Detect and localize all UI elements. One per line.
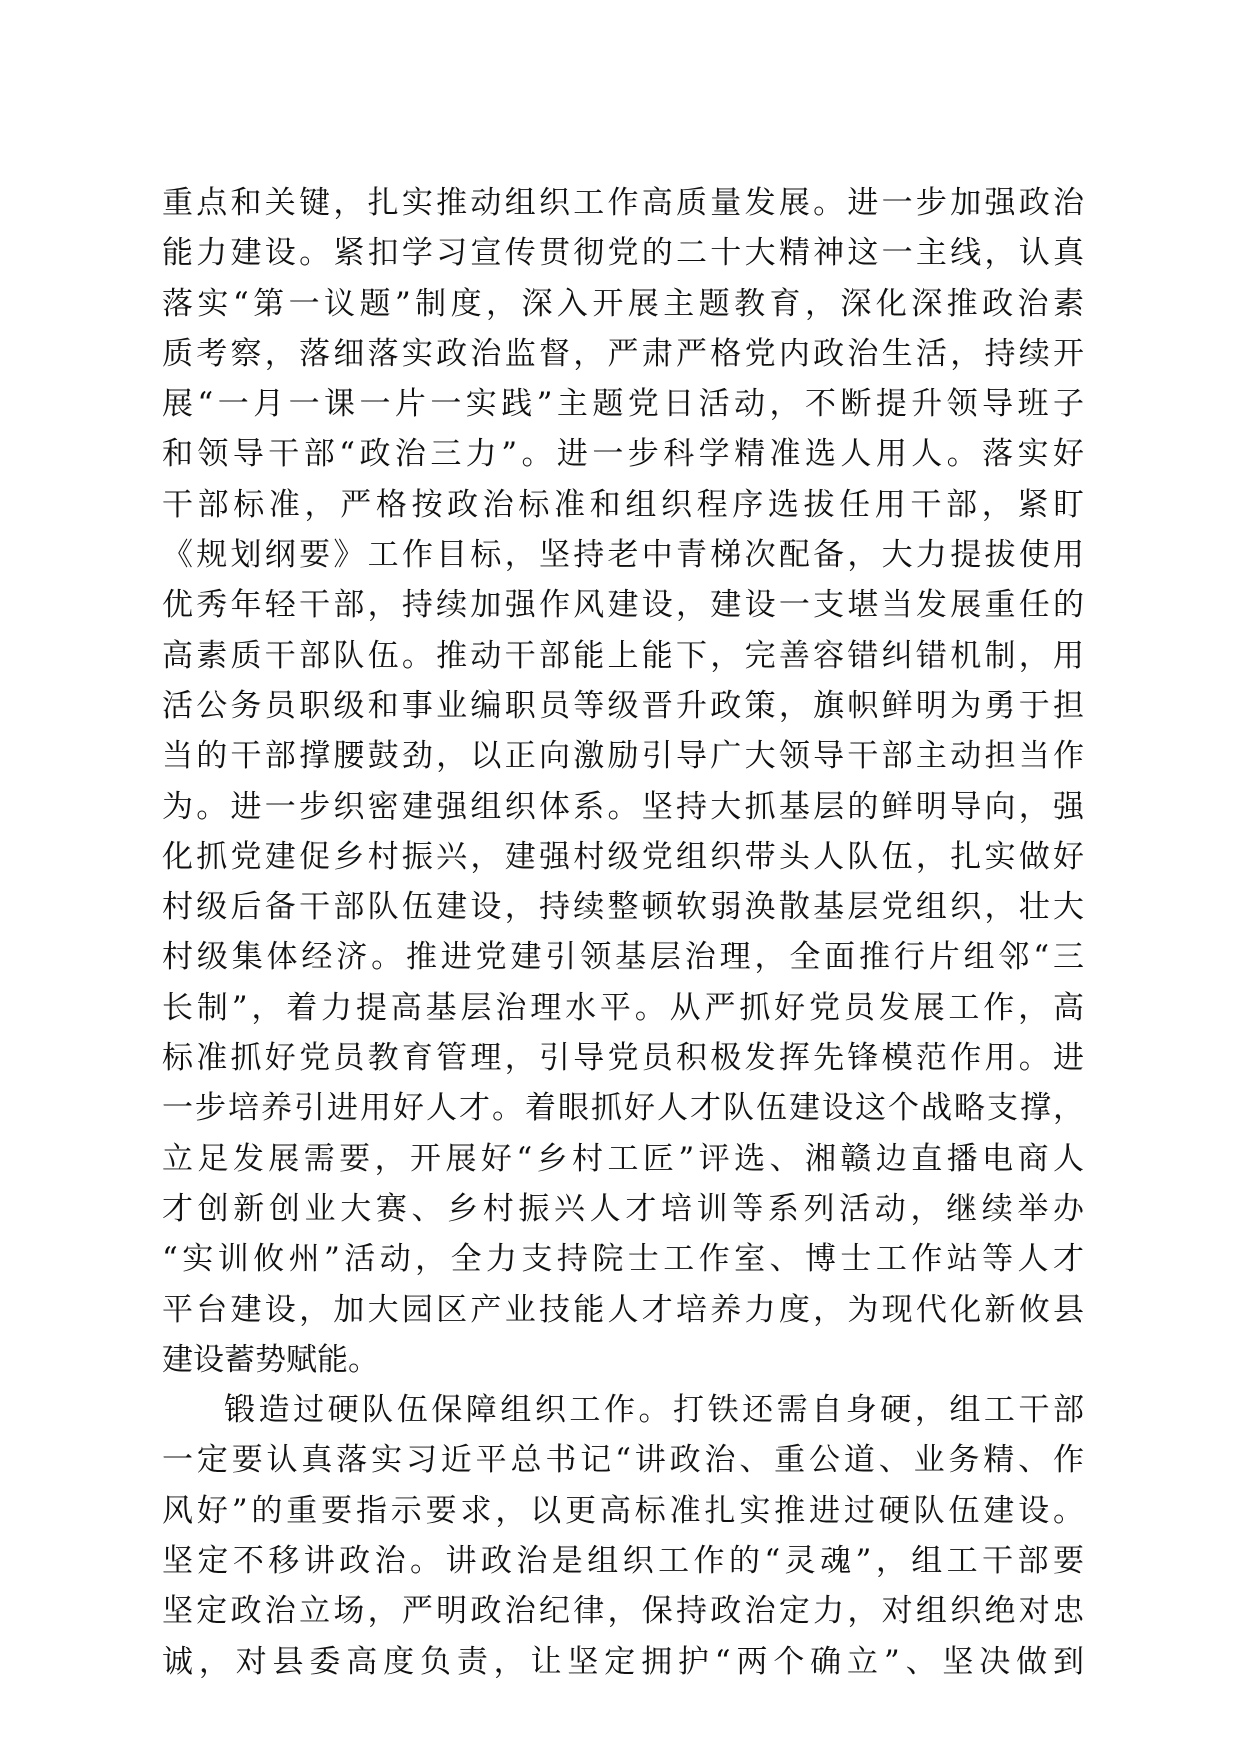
text-line: 平台建设，加大园区产业技能人才培养力度，为现代化新攸县	[162, 1291, 1084, 1328]
paragraph-1	[162, 178, 1084, 1385]
text-line: 村级集体经济。推进党建引领基层治理，全面推行片组邻“三	[162, 939, 1084, 976]
text-line: 标准抓好党员教育管理，引导党员积极发挥先锋模范作用。进	[162, 1040, 1084, 1077]
text-line: 活公务员职级和事业编职员等级晋升政策，旗帜鲜明为勇于担	[162, 687, 1084, 724]
text-line: 重点和关键，扎实推动组织工作高质量发展。进一步加强政治	[162, 185, 1084, 221]
text-line: 化抓党建促乡村振兴，建强村级党组织带头人队伍，扎实做好	[162, 838, 1084, 875]
text-line: 干部标准，严格按政治标准和组织程序选拔任用干部，紧盯	[162, 486, 1084, 523]
text-line: 村级后备干部队伍建设，持续整顿软弱涣散基层党组织，壮大	[162, 889, 1084, 926]
text-line: 坚定政治立场，严明政治纪律，保持政治定力，对组织绝对忠	[162, 1593, 1084, 1630]
text-line: 为。进一步织密建强组织体系。坚持大抓基层的鲜明导向，强	[162, 788, 1084, 825]
text-line: 当的干部撑腰鼓劲，以正向激励引导广大领导干部主动担当作	[162, 738, 1084, 775]
text-line: 落实“第一议题”制度，深入开展主题教育，深化深推政治素	[162, 285, 1084, 322]
text-line: 质考察，落细落实政治监督，严肃严格党内政治生活，持续开	[162, 335, 1084, 372]
text-line: 高素质干部队伍。推动干部能上能下，完善容错纠错机制，用	[162, 637, 1084, 674]
document-body	[162, 178, 1084, 1687]
text-line: 风好”的重要指示要求，以更高标准扎实推进过硬队伍建设。	[162, 1492, 1084, 1529]
text-line: 坚定不移讲政治。讲政治是组织工作的“灵魂”，组工干部要	[162, 1543, 1084, 1580]
text-line: 立足发展需要，开展好“乡村工匠”评选、湘赣边直播电商人	[162, 1140, 1084, 1177]
text-line: 一步培养引进用好人才。着眼抓好人才队伍建设这个战略支撑，	[162, 1090, 1084, 1127]
text-line: 展“一月一课一片一实践”主题党日活动，不断提升领导班子	[162, 386, 1084, 423]
text-line: “实训攸州”活动，全力支持院士工作室、博士工作站等人才	[162, 1241, 1084, 1278]
paragraph-2	[162, 1385, 1084, 1687]
text-line: 才创新创业大赛、乡村振兴人才培训等系列活动，继续举办	[162, 1190, 1084, 1227]
text-line: 优秀年轻干部，持续加强作风建设，建设一支堪当发展重任的	[162, 587, 1084, 624]
text-line: 和领导干部“政治三力”。进一步科学精准选人用人。落实好	[162, 436, 1084, 473]
text-line: 《规划纲要》工作目标，坚持老中青梯次配备，大力提拔使用	[162, 537, 1084, 574]
text-line: 一定要认真落实习近平总书记“讲政治、重公道、业务精、作	[162, 1442, 1084, 1479]
text-line: 建设蓄势赋能。	[162, 1341, 379, 1378]
text-line: 能力建设。紧扣学习宣传贯彻党的二十大精神这一主线，认真	[162, 235, 1084, 272]
text-line: 长制”，着力提高基层治理水平。从严抓好党员发展工作，高	[162, 989, 1084, 1026]
text-line: 锻造过硬队伍保障组织工作。打铁还需自身硬，组工干部	[224, 1392, 1084, 1429]
text-line: 诚，对县委高度负责，让坚定拥护“两个确立”、坚决做到	[162, 1643, 1084, 1680]
